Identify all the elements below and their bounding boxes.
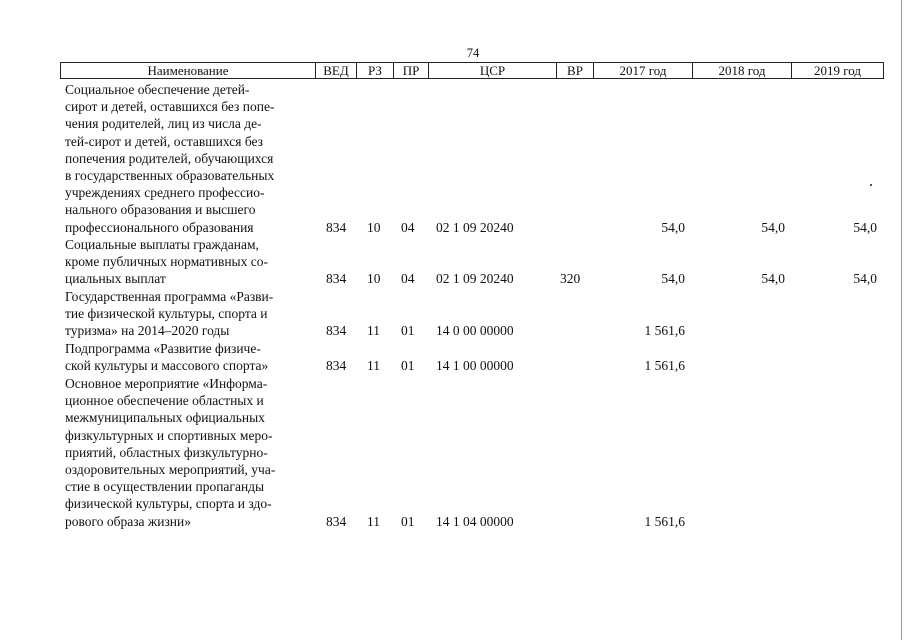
- row-2017: 54,0: [661, 271, 685, 287]
- row-pr: 01: [401, 323, 415, 339]
- row-name: Государственная программа «Разви- тие физической культуры, спорта и туризма» на 2014–2020 годы: [65, 289, 274, 339]
- row-2018: 54,0: [761, 271, 785, 287]
- header-2018: 2018 год: [692, 63, 791, 78]
- row-ved: 834: [326, 271, 347, 287]
- page-number: 74: [466, 46, 480, 60]
- row-rz: 10: [367, 271, 381, 287]
- header-ved: ВЕД: [315, 63, 356, 78]
- row-csr: 14 1 04 00000: [436, 513, 514, 529]
- header-pr: ПР: [393, 63, 428, 78]
- row-2017: 1 561,6: [644, 323, 685, 339]
- row-name: Социальные выплаты гражданам, кроме публичных нормативных со- циальных выплат: [65, 237, 268, 287]
- row-rz: 11: [367, 513, 380, 529]
- row-csr: 14 1 00 00000: [436, 358, 514, 374]
- row-ved: 834: [326, 358, 347, 374]
- header-2017: 2017 год: [593, 63, 692, 78]
- row-csr: 02 1 09 20240: [436, 219, 514, 235]
- row-csr: 14 0 00 00000: [436, 323, 514, 339]
- row-vr: 320: [560, 271, 581, 287]
- header-csr: ЦСР: [428, 63, 556, 78]
- row-pr: 01: [401, 358, 415, 374]
- row-2017: 1 561,6: [644, 358, 685, 374]
- row-2018: 54,0: [761, 219, 785, 235]
- header-vr: ВР: [556, 63, 593, 78]
- row-rz: 10: [367, 219, 381, 235]
- page-edge-line: [901, 0, 902, 640]
- header-2019: 2019 год: [791, 63, 883, 78]
- row-name: Социальное обеспечение детей- сирот и детей, оставшихся без попе- чения родителей, лиц из числа де- тей-сирот и детей, оставшихся без попечения родителей, обучающихся в государственных образовательных учреждениях среднего профессио- нального образования и высшего профессионального образования: [65, 82, 275, 235]
- row-pr: 04: [401, 271, 415, 287]
- row-2019: 54,0: [853, 271, 877, 287]
- row-rz: 11: [367, 323, 380, 339]
- row-name: Основное мероприятие «Информа- ционное обеспечение областных и межмуниципальных официальных физкультурных и спортивных меро- приятий, областных физкультурно- оздоровительных мероприятий, уча- стие в осуществлении пропаганды физической культуры, спорта и здо- рового образа жизни»: [65, 376, 276, 529]
- table-header: [60, 62, 884, 79]
- row-2017: 54,0: [661, 219, 685, 235]
- row-pr: 01: [401, 513, 415, 529]
- row-pr: 04: [401, 219, 415, 235]
- row-2017: 1 561,6: [644, 513, 685, 529]
- row-name: Подпрограмма «Развитие физиче- ской культуры и массового спорта»: [65, 341, 269, 374]
- row-ved: 834: [326, 513, 347, 529]
- row-ved: 834: [326, 323, 347, 339]
- row-csr: 02 1 09 20240: [436, 271, 514, 287]
- header-name: Наименование: [147, 63, 229, 78]
- row-2019: 54,0: [853, 219, 877, 235]
- scan-speck: [870, 184, 872, 186]
- header-rz: РЗ: [356, 63, 393, 78]
- row-rz: 11: [367, 358, 380, 374]
- row-ved: 834: [326, 219, 347, 235]
